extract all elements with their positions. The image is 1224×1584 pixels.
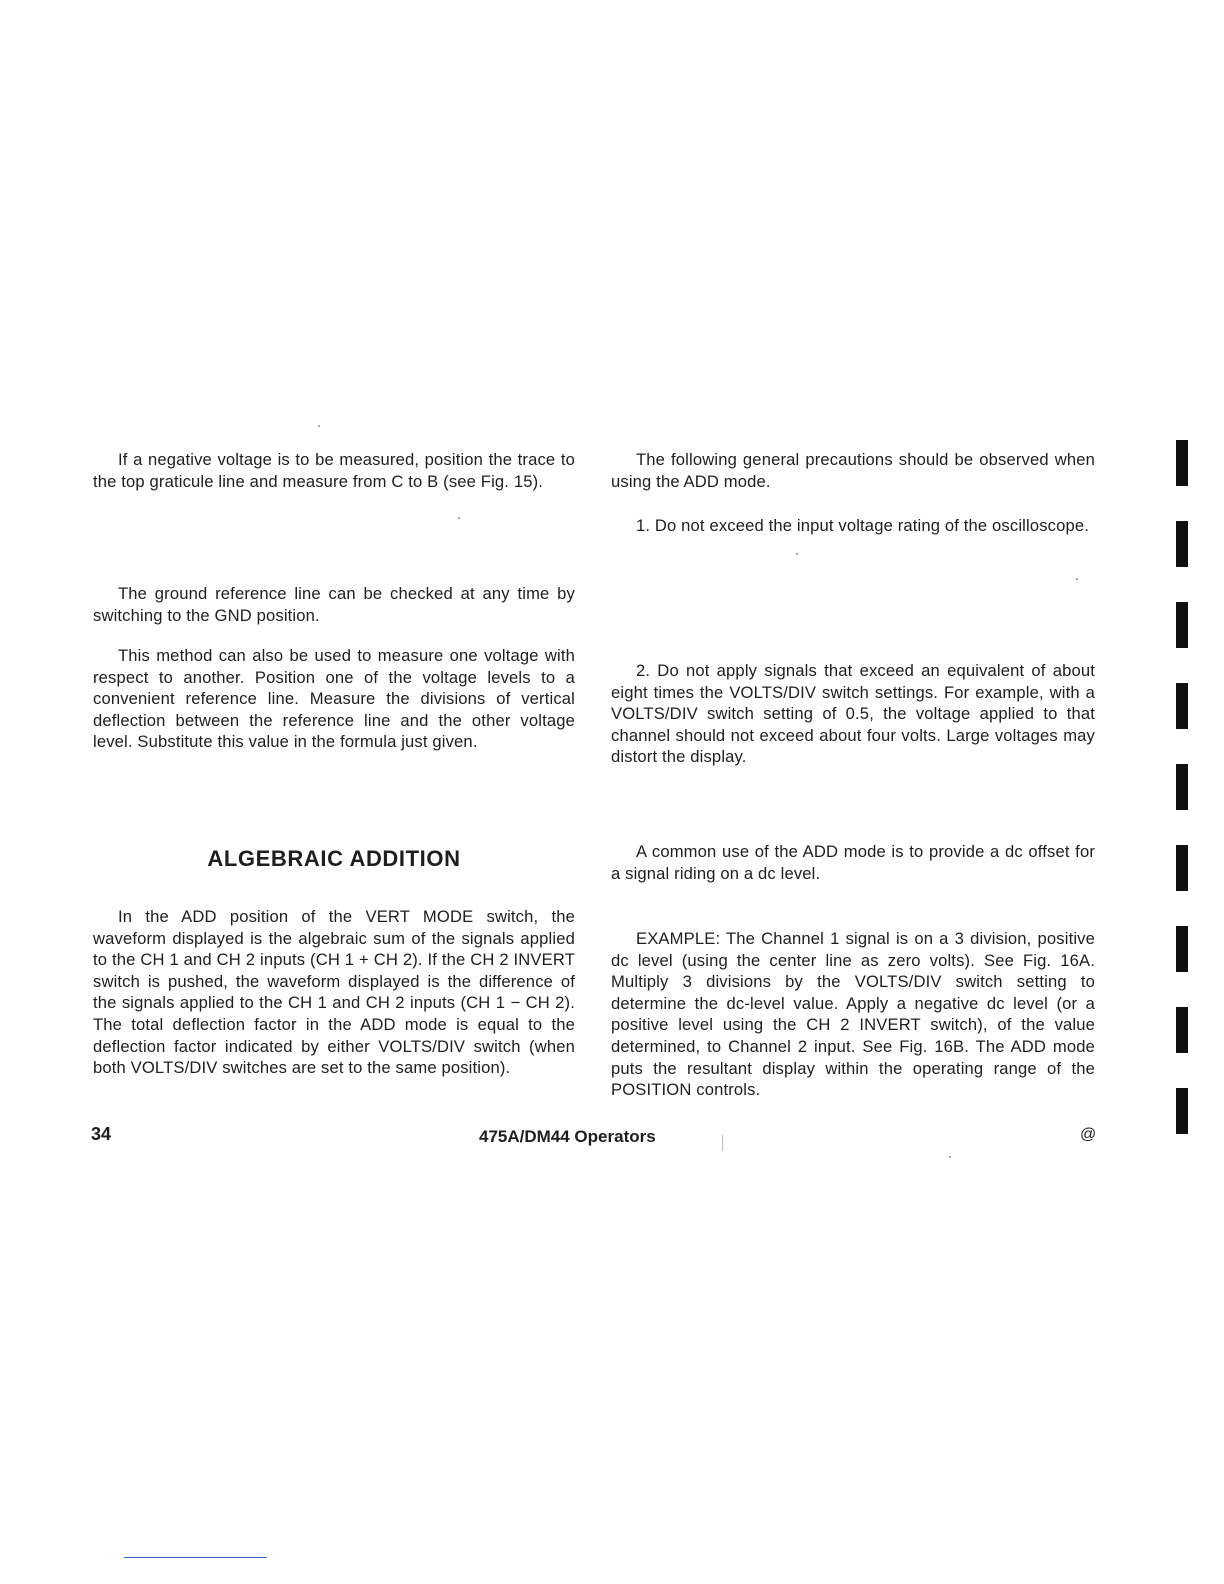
left-paragraph-add-position: In the ADD position of the VERT MODE switch, the waveform displayed is the algebraic sum of the signals applied to the CH 1 and CH 2 inputs (CH 1 + CH 2). If the CH 2 INVERT switch is pushed, the waveform displayed is the difference of the signals applied to the CH 1 and CH 2 inputs (CH 1 − CH 2). The total deflection factor in the ADD mode is equal to the deflection factor indicated by either VOLTS/DIV switch (when both VOLTS/DIV switches are set to the same position). bbox=[93, 907, 575, 1078]
change-bar bbox=[1176, 845, 1188, 891]
change-bar bbox=[1176, 926, 1188, 972]
right-paragraph-precautions: The following general precautions should be observed when using the ADD mode. bbox=[611, 450, 1095, 491]
right-paragraph-precaution-2: 2. Do not apply signals that exceed an equivalent of about eight times the VOLTS/DIV switch settings. For example, with a VOLTS/DIV switch setting of 0.5, the voltage applied to that channel should not exceed about four volts. Large voltages may distort the display. bbox=[611, 661, 1095, 767]
change-bar bbox=[1176, 1007, 1188, 1053]
scan-speck bbox=[796, 553, 798, 555]
right-paragraph-precaution-1: 1. Do not exceed the input voltage rating of the oscilloscope. bbox=[636, 516, 1090, 535]
change-bar bbox=[1176, 764, 1188, 810]
right-paragraph-common-use: A common use of the ADD mode is to provide a dc offset for a signal riding on a dc level. bbox=[611, 842, 1095, 883]
left-paragraph-ground-reference: The ground reference line can be checked at any time by switching to the GND position. bbox=[93, 584, 575, 625]
scan-speck bbox=[458, 517, 460, 519]
scan-speck bbox=[722, 1135, 723, 1151]
change-bar bbox=[1176, 521, 1188, 567]
scan-speck bbox=[949, 1156, 951, 1158]
footer-title: 475A/DM44 Operators bbox=[479, 1127, 656, 1146]
change-bar bbox=[1176, 1088, 1188, 1134]
left-paragraph-method: This method can also be used to measure one voltage with respect to another. Position one of the voltage levels to a convenient reference line. Measure the divisions of vertical deflection between the reference line and the other voltage level. Substitute this value in the formula just given. bbox=[93, 646, 575, 752]
footer-mark: @ bbox=[1080, 1126, 1097, 1143]
change-bar bbox=[1176, 440, 1188, 486]
page-number: 34 bbox=[91, 1124, 112, 1144]
scan-speck bbox=[318, 425, 320, 427]
change-bar bbox=[1176, 602, 1188, 648]
section-heading: ALGEBRAIC ADDITION bbox=[207, 846, 461, 871]
right-paragraph-example: EXAMPLE: The Channel 1 signal is on a 3 division, positive dc level (using the center line as zero volts). See Fig. 16A. Multiply 3 divisions by the VOLTS/DIV switch setting to determine the dc-level value. Apply a negative dc level (or a positive level using the CH 2 INVERT switch), of the value determined, to Channel 2 input. See Fig. 16B. The ADD mode puts the resultant display within the operating range of the POSITION controls. bbox=[611, 929, 1095, 1100]
change-bar bbox=[1176, 683, 1188, 729]
bottom-rule bbox=[124, 1557, 267, 1558]
left-paragraph-negative-voltage: If a negative voltage is to be measured, position the trace to the top graticule line and measure from C to B (see Fig. 15). bbox=[93, 450, 575, 491]
scan-speck bbox=[1076, 578, 1078, 580]
